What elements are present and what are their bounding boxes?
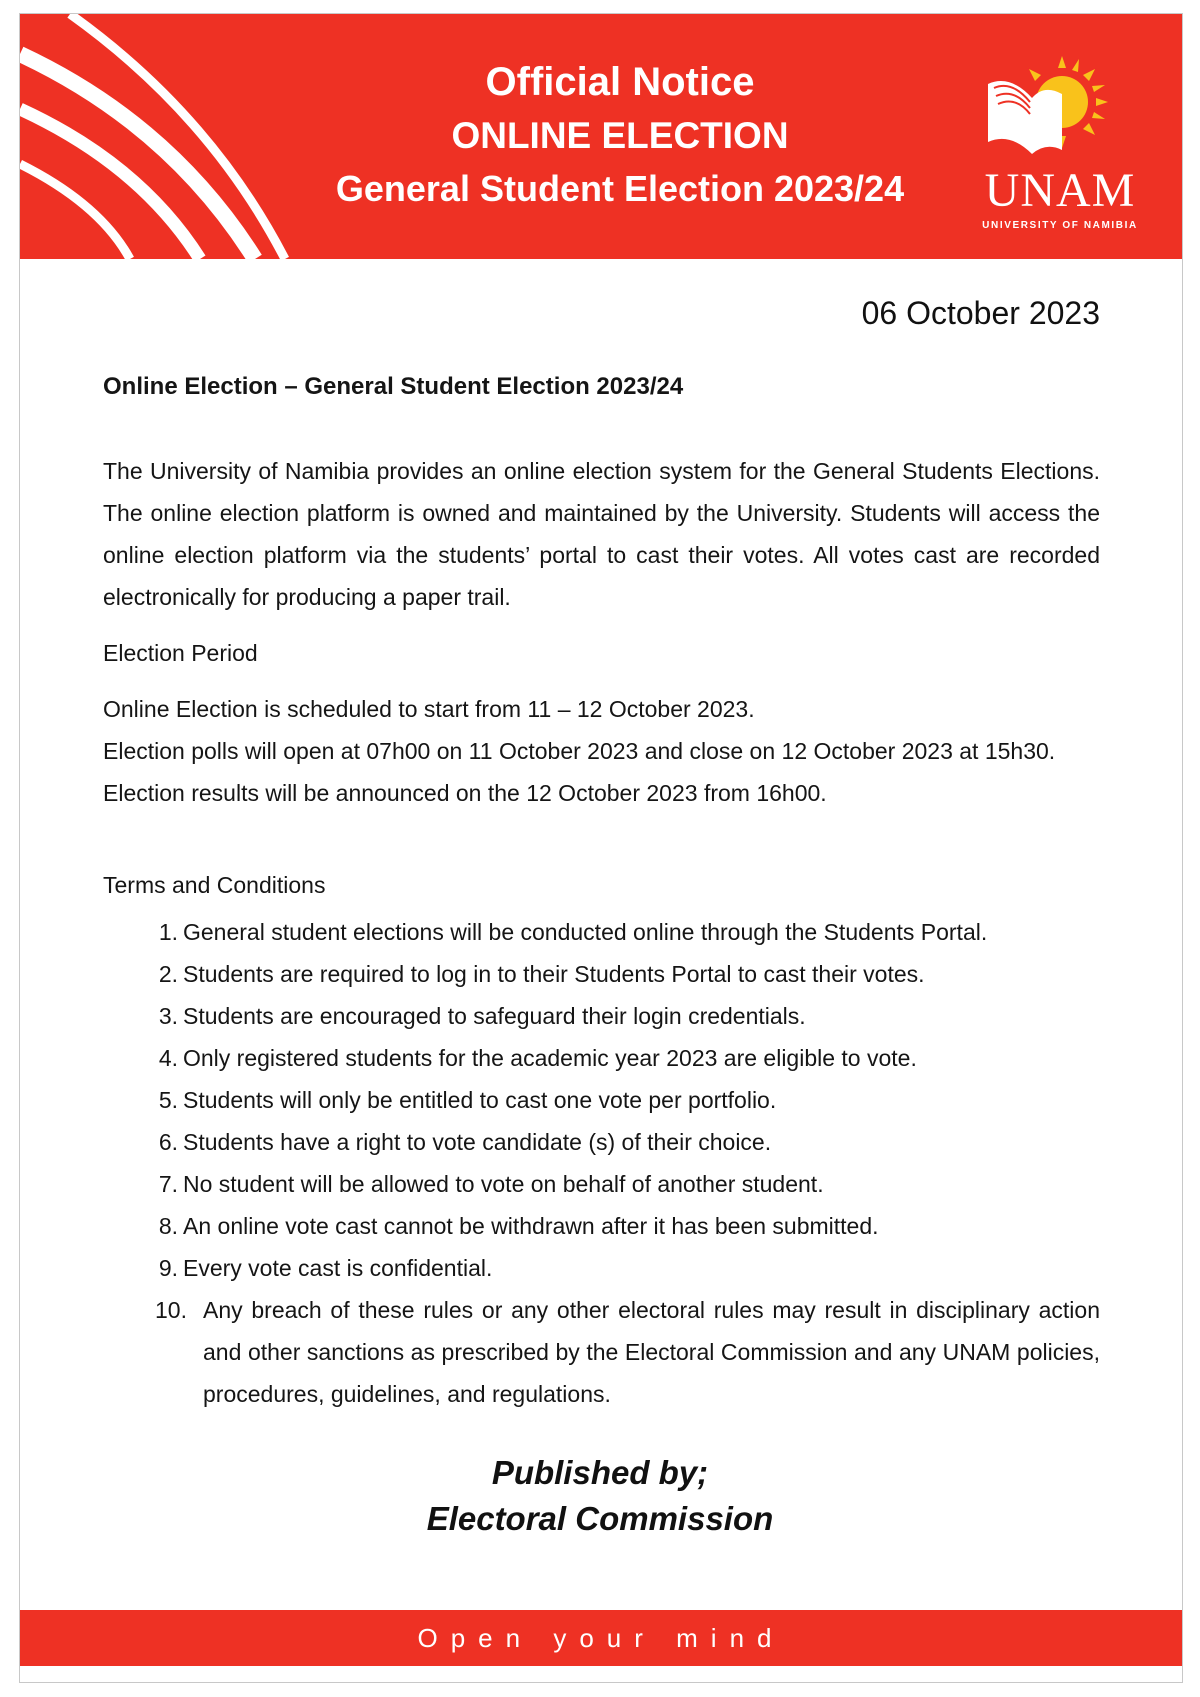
terms-item-number: 3. (158, 1003, 178, 1029)
terms-item (103, 1205, 1100, 1247)
terms-item-number: 1. (158, 919, 178, 945)
logo-subline: UNIVERSITY OF NAMIBIA (982, 220, 1138, 231)
terms-item-number: 5. (158, 1087, 178, 1113)
terms-list (103, 911, 1100, 1415)
terms-item-text: Students will only be entitled to cast one vote per portfolio. (183, 1087, 777, 1113)
publisher-name: Electoral Commission (426, 1500, 774, 1537)
notice-body (103, 366, 1100, 1415)
terms-item (103, 953, 1100, 995)
header-banner (20, 14, 1182, 259)
terms-item-text: Only registered students for the academic year 2023 are eligible to vote. (183, 1045, 917, 1071)
terms-item-number: 9. (158, 1255, 178, 1281)
header-title (280, 54, 960, 216)
terms-item (103, 1121, 1100, 1163)
decorative-stripes (20, 14, 320, 259)
terms-item-text: An online vote cast cannot be withdrawn after it has been submitted. (183, 1213, 879, 1239)
unam-logo (970, 54, 1150, 244)
terms-item-text: Students are required to log in to their Students Portal to cast their votes. (183, 961, 925, 987)
terms-item-number: 2. (158, 961, 178, 987)
election-period-details (103, 688, 1100, 814)
publisher-block (0, 1450, 1200, 1542)
terms-item-text: Students have a right to vote candidate (s) of their choice. (183, 1129, 772, 1155)
election-period-label: Election Period (103, 640, 258, 666)
terms-item (103, 1079, 1100, 1121)
logo-wordmark: UNAM (984, 164, 1136, 217)
terms-item-text: General student elections will be conducted online through the Students Portal. (183, 919, 988, 945)
notice-date: 06 October 2023 (861, 295, 1100, 331)
terms-item (103, 1037, 1100, 1079)
footer-banner (20, 1610, 1182, 1666)
terms-item (103, 1163, 1100, 1205)
sun-book-icon (970, 54, 1150, 164)
terms-item (103, 911, 1100, 953)
terms-item-number: 4. (158, 1045, 178, 1071)
intro-paragraph: The University of Namibia provides an online election system for the General Students Elections. The online election platform is owned and maintained by the University. Students will access the online election platform via the students’ portal to cast their votes. All votes cast are recorded electronically for producing a paper trail. (103, 458, 1100, 610)
terms-item-number: 10. (155, 1297, 187, 1323)
terms-item-text: Every vote cast is confidential. (183, 1255, 493, 1281)
period-line: Election polls will open at 07h00 on 11 October 2023 and close on 12 October 2023 at 15h30. (103, 738, 1056, 764)
terms-item (103, 1247, 1100, 1289)
terms-item-text: No student will be allowed to vote on behalf of another student. (183, 1171, 824, 1197)
terms-item-number: 7. (158, 1171, 178, 1197)
published-by-label: Published by; (491, 1454, 709, 1491)
terms-item-text: Students are encouraged to safeguard their login credentials. (183, 1003, 806, 1029)
footer-slogan: Open your mind (417, 1623, 785, 1653)
terms-item (103, 1289, 1100, 1415)
terms-item (103, 995, 1100, 1037)
notice-subheading: ONLINE ELECTION (451, 115, 789, 156)
terms-item-number: 8. (158, 1213, 178, 1239)
notice-subject: Online Election – General Student Election 2023/24 (103, 373, 684, 400)
period-line: Election results will be announced on the 12 October 2023 from 16h00. (103, 780, 827, 806)
period-line: Online Election is scheduled to start from 11 – 12 October 2023. (103, 696, 755, 722)
terms-item-number: 6. (158, 1129, 178, 1155)
terms-item-text: Any breach of these rules or any other electoral rules may result in disciplinary action and other sanctions as prescribed by the Electoral Commission and any UNAM policies, procedures, guidelines, and regulations. (203, 1297, 1100, 1407)
election-name: General Student Election 2023/24 (335, 168, 905, 209)
notice-heading: Official Notice (485, 60, 755, 104)
terms-label: Terms and Conditions (103, 872, 326, 898)
